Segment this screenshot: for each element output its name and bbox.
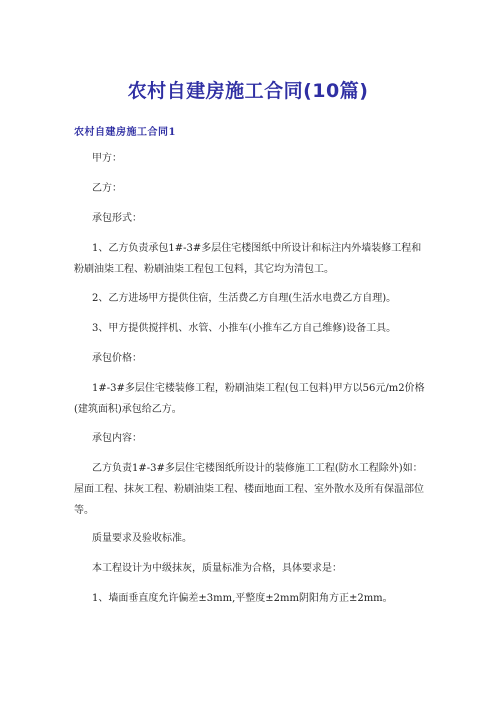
paragraph-price-detail: 1#-3#多层住宅楼装修工程，粉刷油柒工程(包工包料)甲方以56元/m2价格(建筑面积)承包给乙方。: [74, 383, 425, 415]
paragraph-content-detail: 乙方负责1#-3#多层住宅楼图纸所设计的装修施工工程(防水工程除外)如：屋面工程、抹灰工程、粉刷油柒工程、楼面地面工程、室外散水及所有保温部位等。: [74, 463, 424, 516]
paragraph-quality-standard: 本工程设计为中级抹灰，质量标准为合格，具体要求是：: [92, 563, 342, 574]
paragraph-price-heading: 承包价格：: [92, 353, 142, 364]
paragraph-clause-3: 3、甲方提供搅拌机、水管、小推车(小推车乙方自己维修)设备工具。: [92, 323, 397, 334]
paragraph-quality-heading: 质量要求及验收标准。: [92, 533, 192, 544]
paragraph-clause-1: 1、乙方负责承包1#-3#多层住宅楼图纸中所设计和标注内外墙装修工程和粉刷油柒工程、粉刷油柒工程包工包料，其它均为清包工。: [74, 243, 422, 275]
paragraph-party-b: 乙方：: [92, 183, 122, 194]
paragraph-clause-2: 2、乙方进场甲方提供住宿，生活费乙方自理(生活水电费乙方自理)。: [92, 293, 397, 304]
paragraph-party-a: 甲方：: [92, 153, 122, 164]
paragraph-contract-form-heading: 承包形式：: [92, 213, 142, 224]
paragraph-content-heading: 承包内容：: [92, 433, 142, 444]
section-heading: 农村自建房施工合同1: [74, 127, 176, 138]
document-title: 农村自建房施工合同(10篇): [127, 80, 369, 102]
paragraph-quality-item-1: 1、墙面垂直度允许偏差±3mm,平整度±2mm阴阳角方正±2mm。: [92, 593, 393, 604]
